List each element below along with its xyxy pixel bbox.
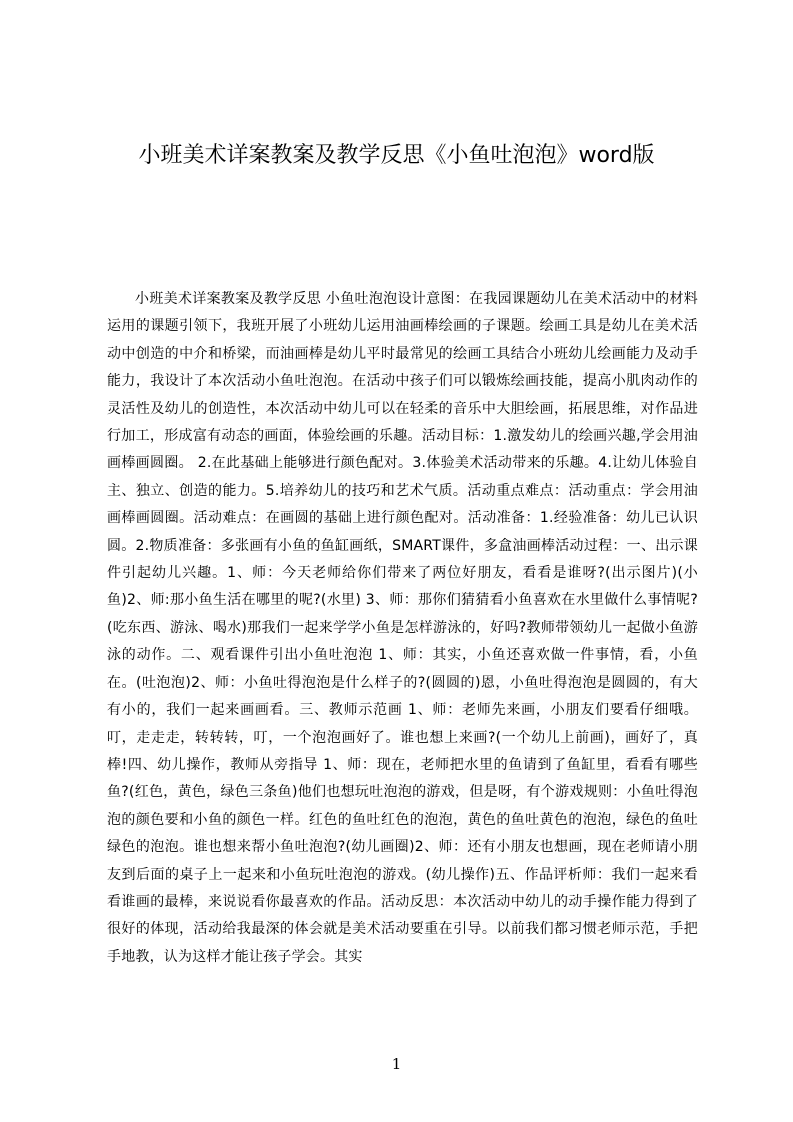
document-body-paragraph: 小班美术详案教案及教学反思 小鱼吐泡泡设计意图：在我园课题幼儿在美术活动中的材料运用的课题引领下，我班开展了小班幼儿运用油画棒绘画的子课题。绘画工具是幼儿在美术活动中创造的中介和桥梁，而油画棒是幼儿平时最常见的绘画工具结合小班幼儿绘画能力及动手能力，我设计了本次活动小鱼吐泡泡。在活动中孩子们可以锻炼绘画技能，提高小肌肉动作的灵活性及幼儿的创造性，本次活动中幼儿可以在轻柔的音乐中大胆绘画，拓展思维，对作品进行加工，形成富有动态的画面，体验绘画的乐趣。活动目标：1.激发幼儿的绘画兴趣,学会用油画棒画圆圈。 2.在此基础上能够进行颜色配对。3.体验美术活动带来的乐趣。4.让幼儿体验自主、独立、创造的能力。5.培养幼儿的技巧和艺术气质。活动重点难点：活动重点：学会用油画棒画圆圈。活动难点：在画圆的基础上进行颜色配对。活动准备：1.经验准备：幼儿已认识圆。2.物质准备：多张画有小鱼的鱼缸画纸，SMART课件，多盒油画棒活动过程：一、出示课件引起幼儿兴趣。1、师：今天老师给你们带来了两位好朋友，看看是谁呀?(出示图片)(小鱼)2、师:那小鱼生活在哪里的呢?(水里) 3、师：那你们猜猜看小鱼喜欢在水里做什么事情呢?(吃东西、游泳、喝水)那我们一起来学学小鱼是怎样游泳的，好吗?教师带领幼儿一起做小鱼游泳的动作。二、观看课件引出小鱼吐泡泡 1、师：其实，小鱼还喜欢做一件事情，看，小鱼在。(吐泡泡)2、师：小鱼吐得泡泡是什么样子的?(圆圆的)恩，小鱼吐得泡泡是圆圆的，有大有小的，我们一起来画画看。三、教师示范画 1、师：老师先来画，小朋友们要看仔细哦。叮，走走走，转转转，叮，一个泡泡画好了。谁也想上来画?(一个幼儿上前画)，画好了，真棒!四、幼儿操作，教师从旁指导 1、师：现在，老师把水里的鱼请到了鱼缸里，看看有哪些鱼?(红色，黄色，绿色三条鱼)他们也想玩吐泡泡的游戏，但是呀，有个游戏规则：小鱼吐得泡泡的颜色要和小鱼的颜色一样。红色的鱼吐红色的泡泡，黄色的鱼吐黄色的泡泡，绿色的鱼吐绿色的泡泡。谁也想来帮小鱼吐泡泡?(幼儿画圈)2、师：还有小朋友也想画，现在老师请小朋友到后面的桌子上一起来和小鱼玩吐泡泡的游戏。(幼儿操作)五、作品评析师：我们一起来看看谁画的最棒，来说说看你最喜欢的作品。活动反思：本次活动中幼儿的动手操作能力得到了很好的体现，活动给我最深的体会就是美术活动要重在引导。以前我们都习惯老师示范，手把手地教，认为这样才能让孩子学会。其实	[107, 291, 698, 965]
document-title: 小班美术详案教案及教学反思《小鱼吐泡泡》word版	[138, 143, 655, 168]
page-number: 1	[391, 1055, 402, 1073]
